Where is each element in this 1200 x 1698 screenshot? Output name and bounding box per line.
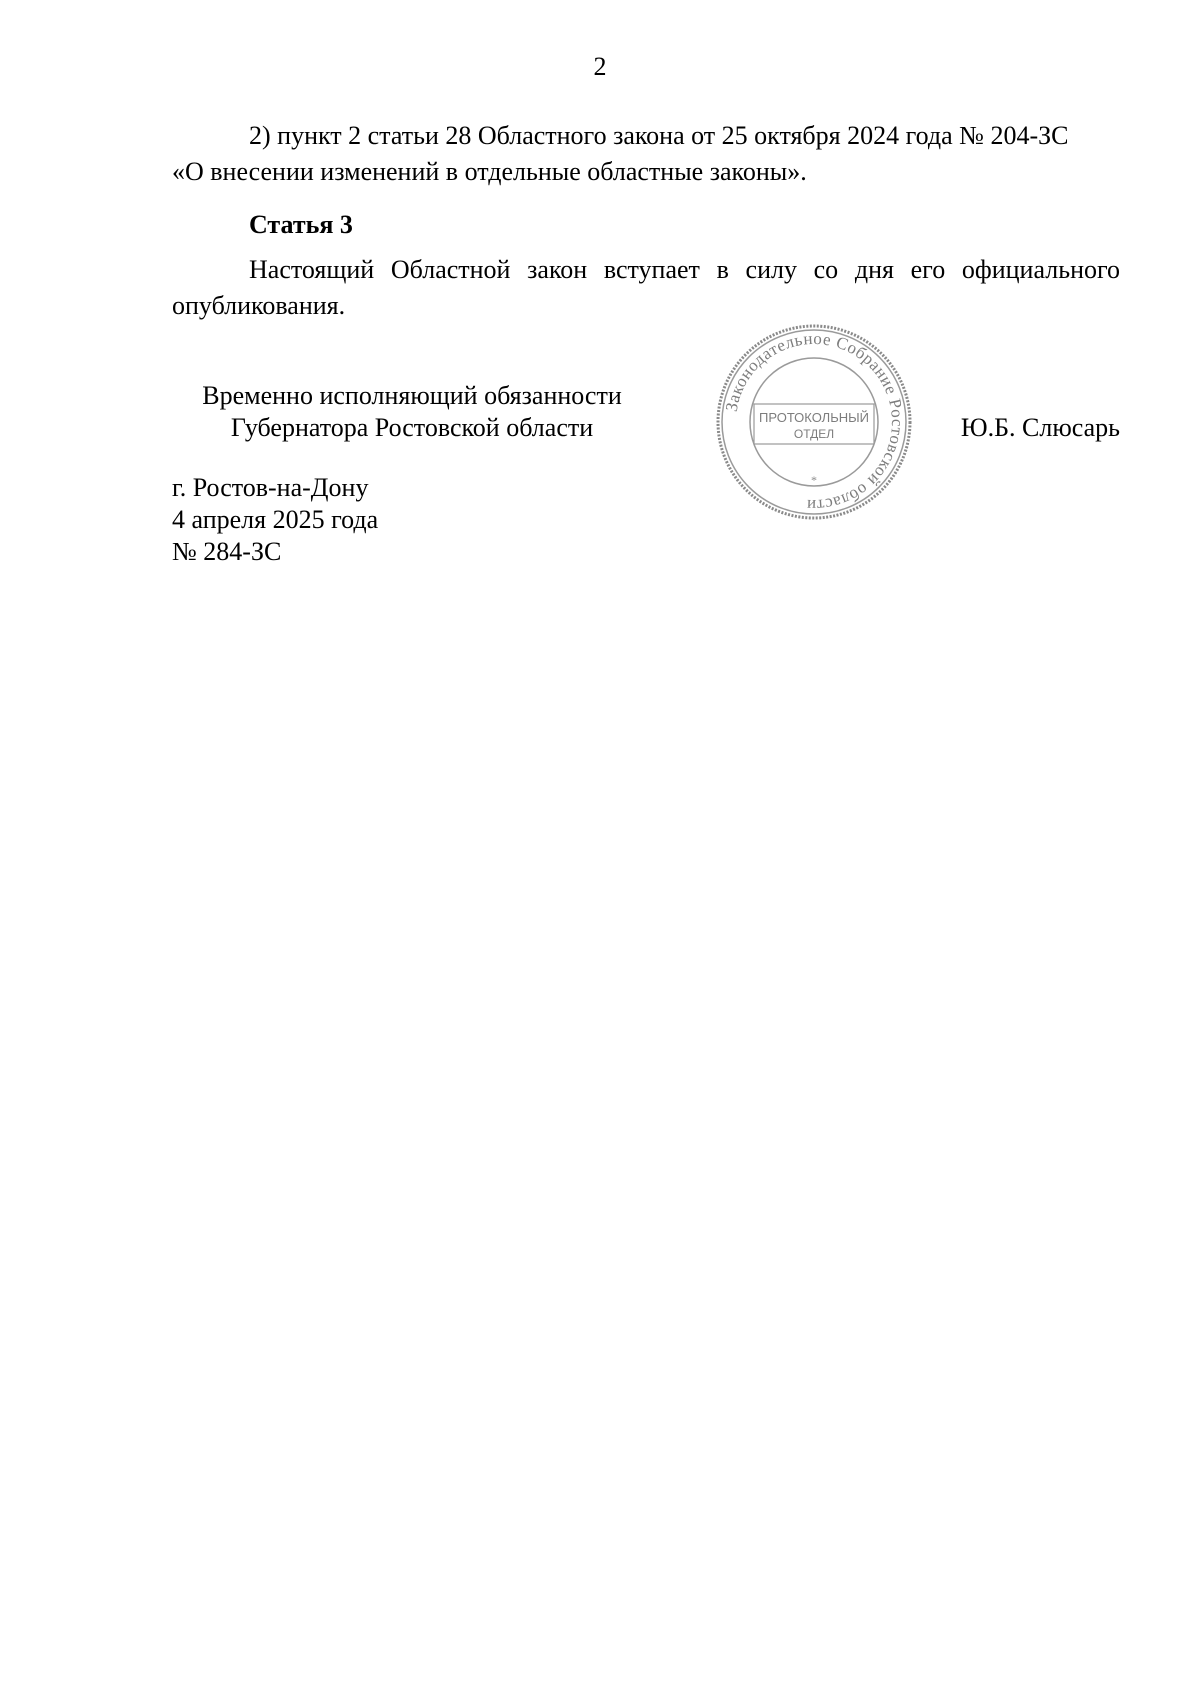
article-heading: Статья 3 [249, 210, 353, 239]
amendment-item-2 [172, 118, 1120, 190]
city: г. Ростов-на-Дону [172, 473, 369, 502]
seal-inner-line-2: ОТДЕЛ [793, 427, 835, 441]
seal-inner-line-1: ПРОТОКОЛЬНЫЙ [758, 410, 870, 425]
official-seal-stamp [714, 322, 914, 522]
law-date: 4 апреля 2025 года [172, 505, 379, 534]
signatory-title-line-1: Временно исполняющий обязанности [202, 381, 622, 410]
page-number: 2 [593, 52, 607, 81]
signatory-title-line-2: Губернатора Ростовской области [230, 413, 594, 442]
law-number: № 284-ЗС [172, 537, 282, 566]
seal-outer-textpath: Законодательное Собрание Ростовской области [721, 328, 908, 516]
seal-graphic [714, 322, 914, 522]
signatory-name: Ю.Б. Слюсарь [960, 413, 1120, 442]
signatory-title [172, 380, 652, 444]
article-text-line-1: Настоящий Областной закон вступает в силу со дня его официального [249, 255, 1120, 284]
article-text [172, 252, 1120, 324]
amendment-item-2-line-2: «О внесении изменений в отдельные областные законы». [172, 157, 807, 186]
article-text-line-2: опубликования. [172, 291, 346, 320]
place-date-number-block [172, 472, 378, 568]
amendment-item-2-line-1: 2) пункт 2 статьи 28 Областного закона от 25 октября 2024 года № 204-ЗС [249, 121, 1069, 150]
seal-star-icon: * [811, 473, 817, 487]
